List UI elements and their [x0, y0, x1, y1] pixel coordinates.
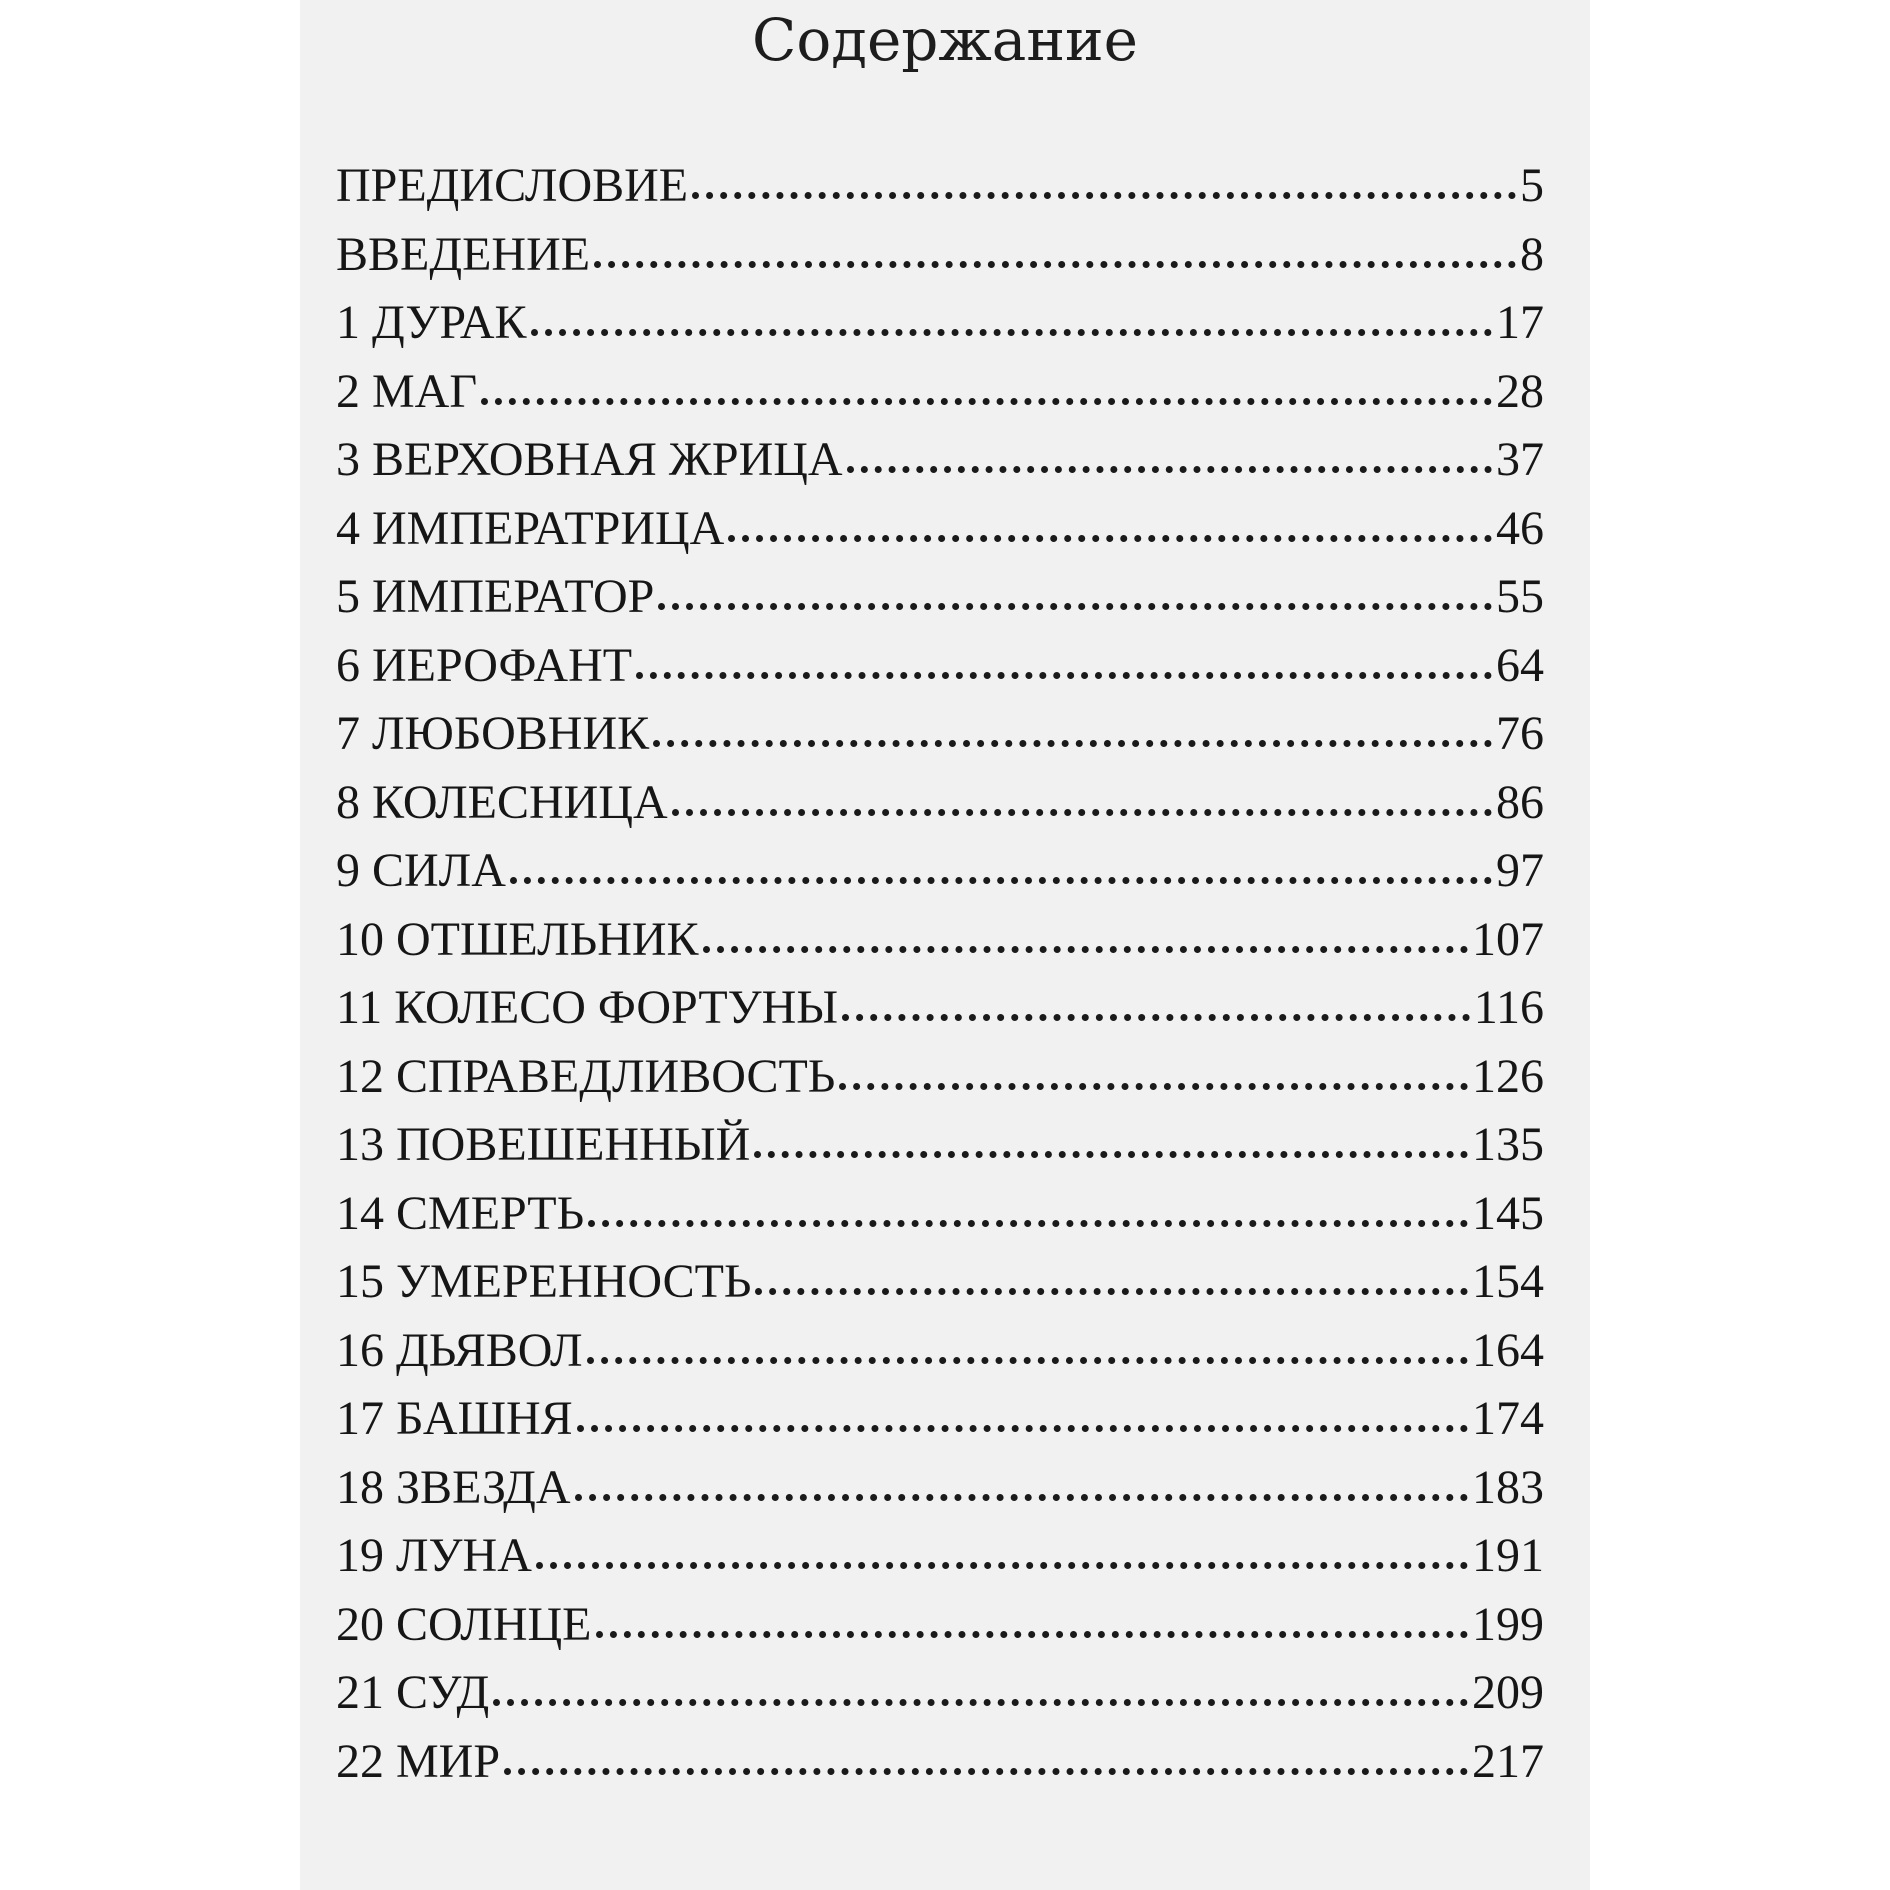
- dot-leader: [672, 801, 1492, 816]
- toc-entry: [336, 1665, 1544, 1734]
- toc-entry-title: 19 ЛУНА: [336, 1529, 532, 1582]
- toc-entry-page-number: 46: [1496, 501, 1544, 555]
- toc-entry: [336, 158, 1544, 227]
- toc-entry-page-number: 107: [1472, 912, 1544, 966]
- dot-leader: [577, 1417, 1468, 1432]
- toc-entry-title: 14 СМЕРТЬ: [336, 1186, 585, 1240]
- table-of-contents: [336, 158, 1544, 1802]
- toc-entry-page-number: 8: [1520, 227, 1544, 281]
- toc-entry-page-number: 97: [1496, 844, 1544, 897]
- toc-entry-page-number: 76: [1496, 707, 1544, 760]
- toc-entry-title: 12 СПРАВЕДЛИВОСТЬ: [336, 1049, 836, 1103]
- toc-entry-title: 4 ИМПЕРАТРИЦА: [336, 501, 725, 555]
- toc-entry-title: 13 ПОВЕШЕННЫЙ: [336, 1118, 751, 1171]
- toc-entry-page-number: 191: [1472, 1529, 1544, 1582]
- toc-entry-page-number: 199: [1472, 1597, 1544, 1651]
- dot-leader: [847, 458, 1492, 473]
- dot-leader: [575, 1486, 1469, 1501]
- toc-entry-title: 9 СИЛА: [336, 844, 506, 897]
- dot-leader: [493, 1691, 1468, 1706]
- dot-leader: [842, 1006, 1470, 1021]
- toc-entry-title: 2 МАГ: [336, 364, 478, 418]
- toc-entry: [336, 912, 1544, 981]
- toc-entry: [336, 638, 1544, 707]
- dot-leader: [754, 1143, 1468, 1158]
- toc-entry: [336, 775, 1544, 844]
- toc-entry: [336, 843, 1544, 912]
- toc-entry: [336, 1186, 1544, 1255]
- toc-entry-title: 10 ОТШЕЛЬНИК: [336, 912, 699, 966]
- toc-entry-title: ВВЕДЕНИЕ: [336, 227, 591, 281]
- dot-leader: [755, 1280, 1468, 1295]
- dot-leader: [728, 527, 1492, 542]
- toc-entry-page-number: 5: [1520, 159, 1544, 212]
- toc-entry: [336, 1597, 1544, 1666]
- toc-entry: [336, 569, 1544, 638]
- toc-entry-title: 11 КОЛЕСО ФОРТУНЫ: [336, 981, 839, 1034]
- toc-entry-page-number: 55: [1496, 570, 1544, 623]
- toc-entry-page-number: 183: [1472, 1460, 1544, 1514]
- page-title: Содержание: [751, 6, 1139, 74]
- toc-entry: [336, 1323, 1544, 1392]
- toc-entry-page-number: 174: [1472, 1392, 1544, 1445]
- toc-entry: [336, 1254, 1544, 1323]
- dot-leader: [510, 869, 1492, 884]
- toc-entry-page-number: 64: [1496, 638, 1544, 692]
- toc-entry: [336, 432, 1544, 501]
- toc-entry: [336, 706, 1544, 775]
- toc-entry-title: 7 ЛЮБОВНИК: [336, 707, 650, 760]
- toc-entry-page-number: 217: [1472, 1734, 1544, 1788]
- toc-entry: [336, 980, 1544, 1049]
- toc-entry-title: 18 ЗВЕЗДА: [336, 1460, 571, 1514]
- toc-entry-page-number: 116: [1473, 981, 1544, 1034]
- toc-entry-title: 8 КОЛЕСНИЦА: [336, 775, 668, 829]
- book-page: [300, 0, 1590, 1890]
- toc-entry: [336, 501, 1544, 570]
- dot-leader: [596, 1623, 1469, 1638]
- dot-leader: [531, 321, 1492, 336]
- dot-leader: [658, 595, 1492, 610]
- dot-leader: [504, 1760, 1468, 1775]
- toc-entry-title: 16 ДЬЯВОЛ: [336, 1323, 583, 1377]
- toc-entry: [336, 1734, 1544, 1803]
- toc-entry-title: 3 ВЕРХОВНАЯ ЖРИЦА: [336, 433, 843, 486]
- toc-entry-page-number: 154: [1472, 1255, 1544, 1308]
- toc-entry-page-number: 145: [1472, 1186, 1544, 1240]
- toc-entry-title: ПРЕДИСЛОВИЕ: [336, 159, 689, 212]
- toc-entry: [336, 1460, 1544, 1529]
- dot-leader: [588, 1212, 1468, 1227]
- toc-entry-page-number: 164: [1472, 1323, 1544, 1377]
- dot-leader: [587, 1349, 1468, 1364]
- toc-entry: [336, 1117, 1544, 1186]
- toc-entry-page-number: 86: [1496, 775, 1544, 829]
- toc-entry-title: 5 ИМПЕРАТОР: [336, 570, 655, 623]
- toc-entry-page-number: 209: [1472, 1666, 1544, 1719]
- dot-leader: [481, 390, 1492, 405]
- toc-entry-title: 1 ДУРАК: [336, 296, 527, 349]
- toc-entry-page-number: 28: [1496, 364, 1544, 418]
- dot-leader: [839, 1075, 1468, 1090]
- dot-leader: [692, 184, 1516, 199]
- toc-entry-title: 17 БАШНЯ: [336, 1392, 573, 1445]
- toc-entry: [336, 364, 1544, 433]
- toc-entry: [336, 227, 1544, 296]
- toc-entry-title: 22 МИР: [336, 1734, 501, 1788]
- toc-entry-title: 15 УМЕРЕННОСТЬ: [336, 1255, 752, 1308]
- toc-entry: [336, 1391, 1544, 1460]
- toc-entry-title: 21 СУД: [336, 1666, 490, 1719]
- toc-entry: [336, 295, 1544, 364]
- toc-entry-page-number: 17: [1496, 296, 1544, 349]
- dot-leader: [594, 253, 1516, 268]
- dot-leader: [703, 938, 1468, 953]
- toc-entry: [336, 1528, 1544, 1597]
- toc-entry-page-number: 135: [1472, 1118, 1544, 1171]
- dot-leader: [536, 1554, 1468, 1569]
- toc-entry-page-number: 37: [1496, 433, 1544, 486]
- toc-entry-title: 6 ИЕРОФАНТ: [336, 638, 633, 692]
- toc-entry-title: 20 СОЛНЦЕ: [336, 1597, 592, 1651]
- toc-entry: [336, 1049, 1544, 1118]
- dot-leader: [636, 664, 1492, 679]
- toc-entry-page-number: 126: [1472, 1049, 1544, 1103]
- dot-leader: [653, 732, 1492, 747]
